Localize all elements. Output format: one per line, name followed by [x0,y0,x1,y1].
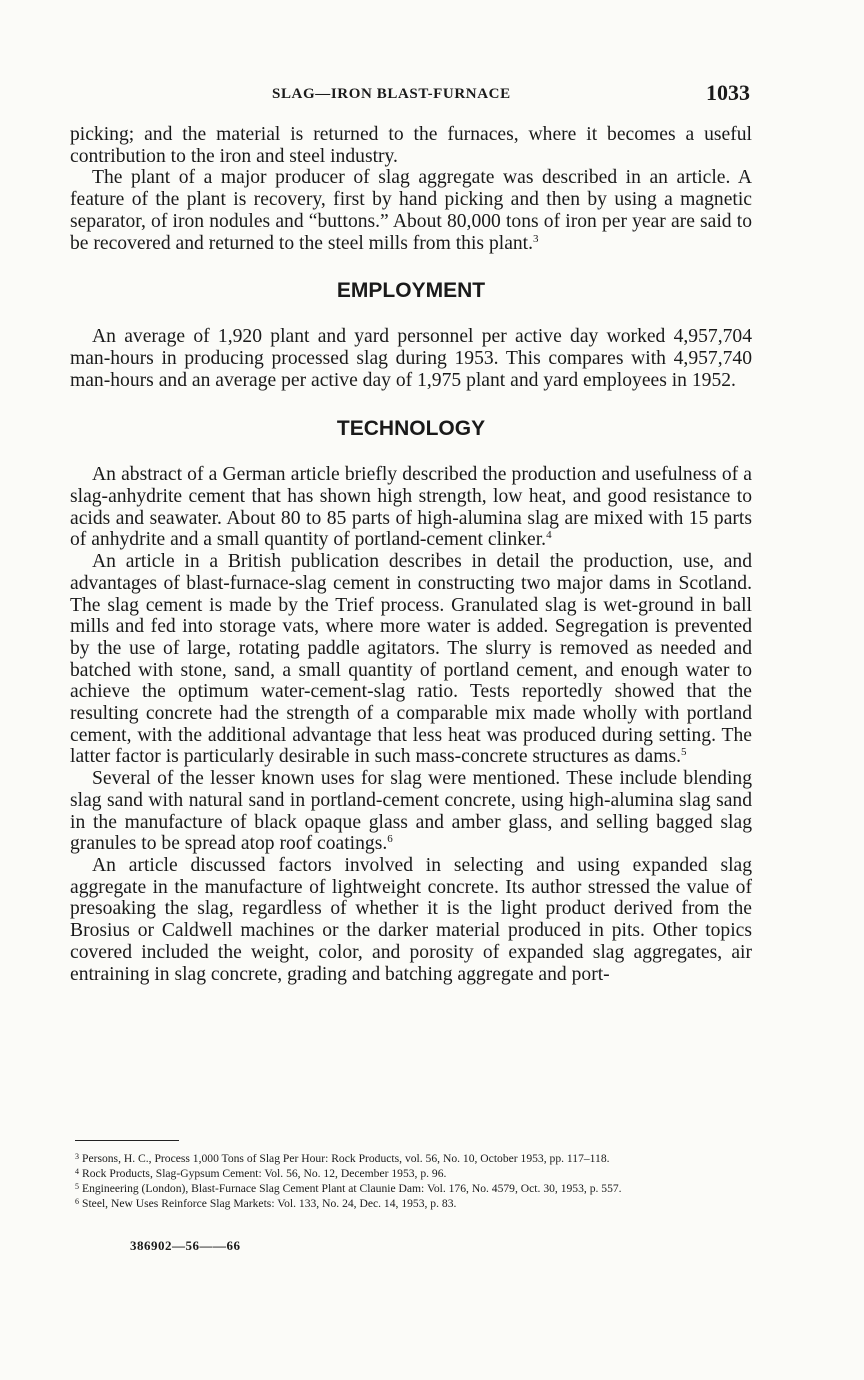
footnote-text: Rock Products, Slag-Gypsum Cement: Vol. 56, No. 12, December 1953, p. 96. [82,1167,447,1180]
section-title-employment: EMPLOYMENT [336,279,486,303]
running-head: SLAG—IRON BLAST-FURNACE [272,86,511,102]
footnote-mark: 4 [75,1167,79,1176]
section-title-technology: TECHNOLOGY [336,417,486,441]
footnote-5 [75,1180,755,1195]
footnote-ref-6: 6 [387,833,393,846]
paragraph-slag-plant: The plant of a major producer of slag aggregate was described in an article. A feature of the plant is recovery, first by hand picking and then by using a magnetic separator, of iron nodules and “buttons.” About 80,000 tons of iron per year are said to be recovered and returned to the steel mills from this plant.$^3$ [70,167,752,254]
paragraph-expanded-slag: An article discussed factors involved in selecting and using expanded slag aggregate in the manufacture of lightweight concrete. Its author stressed the value of presoaking the slag, regardless of whether it is the light product derived from the Brosius or Caldwell machines or the darker material produced in pits. Other topics covered included the weight, color, and porosity of expanded slag aggregates, air entraining in slag concrete, grading and batching aggregate and port- [70,854,752,985]
footnote-ref-4: 4 [546,529,552,542]
paragraph-german-article: An abstract of a German article briefly described the production and usefulness of a slag-anhydrite cement that has shown high strength, low heat, and good resistance to acids and seawater. About 80 to 85 parts of high-alumina slag are mixed with 15 parts of anhydrite and a small quantity of portland-cement clinker.$^4$ [70,464,752,551]
footnote-rule [75,1140,179,1141]
paragraph-lesser-uses: Several of the lesser known uses for slag were mentioned. These include blending slag sand with natural sand in portland-cement concrete, using high-alumina slag sand in the manufacture of black opaque glass and amber glass, and selling bagged slag granules to be spread atop roof coatings.$^6$ [70,768,752,855]
footnote-mark: 5 [75,1182,79,1191]
footnote-4 [75,1165,755,1180]
paragraph-employment: An average of 1,920 plant and yard personnel per active day worked 4,957,704 man-hours in producing processed slag during 1953. This compares with 4,957,740 man-hours and an average per active day of 1,975 plant and yard employees in 1952. [70,326,752,391]
paragraph-continuation: picking; and the material is returned to the furnaces, where it becomes a useful contribution to the iron and steel industry. [70,124,752,167]
footnote-text: Steel, New Uses Reinforce Slag Markets: Vol. 133, No. 24, Dec. 14, 1953, p. 83. [82,1197,457,1210]
footnote-mark: 6 [75,1197,79,1206]
footnote-mark: 3 [75,1152,79,1161]
footnote-6 [75,1195,755,1210]
printer-code: 386902—56——66 [130,1238,241,1253]
paragraph-british-article: An article in a British publication describes in detail the production, use, and advantages of blast-furnace-slag cement in constructing two major dams in Scotland. The slag cement is made by the Trief process. Granulated slag is wet-ground in ball mills and fed into storage vats, where more water is added. Segregation is prevented by the use of large, rotating paddle agitators. The slurry is removed as needed and batched with stone, sand, a small quantity of portland cement, and enough water to achieve the optimum water-cement-slag ratio. Tests reportedly showed that the resulting concrete had the strength of a comparable mix made wholly with portland cement, with the additional advantage that less heat was produced during setting. The latter factor is particularly desirable in such mass-concrete structures as dams.$^5$ [70,551,752,768]
page-number: 1033 [706,80,750,105]
footnote-text: Engineering (London), Blast-Furnace Slag Cement Plant at Claunie Dam: Vol. 176, No. 4579, Oct. 30, 1953, p. 557. [82,1182,622,1195]
footnote-ref-5: 5 [680,746,687,759]
footnote-text: Persons, H. C., Process 1,000 Tons of Slag Per Hour: Rock Products, vol. 56, No. 10, October 1953, pp. 117–118. [82,1152,610,1165]
footnotes [75,1150,755,1210]
page-header [70,80,752,110]
footnote-3 [75,1150,755,1165]
footnote-ref-3: 3 [533,232,539,245]
body-text [70,124,752,985]
